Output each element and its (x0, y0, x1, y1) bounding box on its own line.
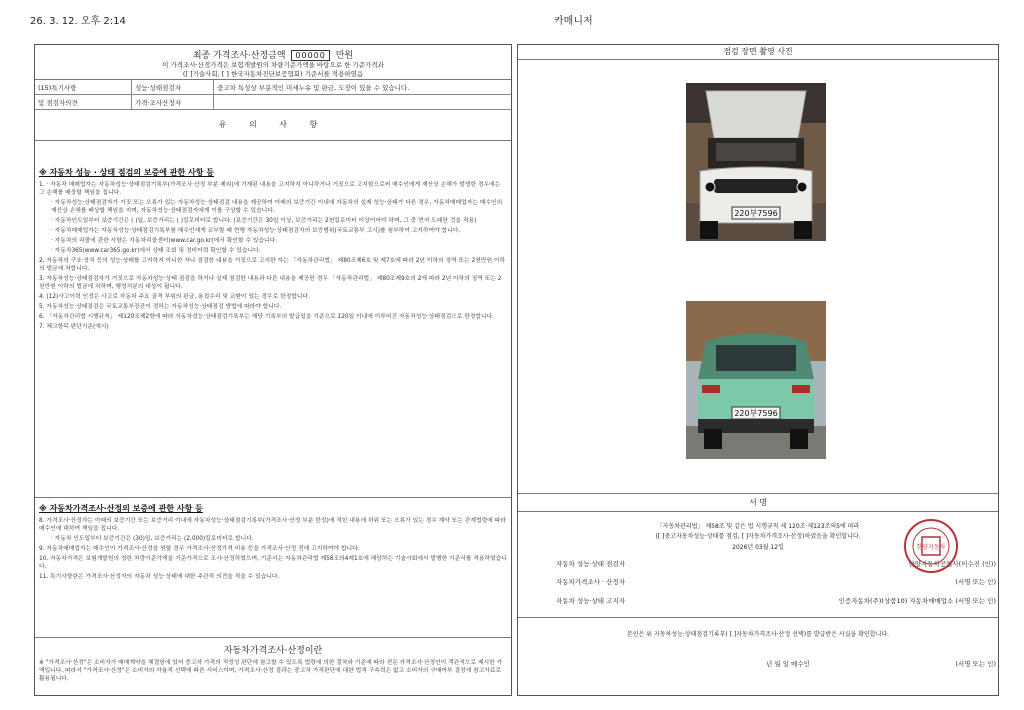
print-date: 26. 3. 12. 오후 2:14 (30, 16, 126, 27)
list-item: · 자동차 인도일부터 보증기간은 (30)일, 보증거리는 (2,000)킬로미터로 합니다. (51, 536, 254, 542)
table-cell (214, 95, 512, 110)
right-page (517, 44, 999, 696)
list-item: 2. 자동차의 구조·장치 등의 성능·상태를 고지하지 아니한 자나 점검한 내용을 거짓으로 고지한 자는 「자동차관리법」 제80조제6호 및 제7호에 따라 2년 이하의 징역 또는 2천만원 이하의 벌금에 처합니다. (39, 258, 506, 272)
company-seal-stamp (902, 517, 960, 575)
performance-warranty-section (39, 169, 507, 333)
buyer-date-label: 년 월 일 매수인 (766, 660, 810, 668)
signature-law-text: 「자동차관리법」 제58조 및 같은 법 시행규칙 제 120조·제123조의5에 따라 (656, 523, 860, 530)
signer-value: (서명 또는 인) (955, 578, 996, 586)
list-item: 1. · 자동차 매매업자는 자동차성능·상태점검기록부(가격조사·산정 부분 제외)에 기재된 내용을 고지하지 아니하거나 거짓으로 고지함으로써 매수인에게 재산상 손해가 발생한 경우에는 그 손해를 배상할 책임을 집니다. (39, 182, 501, 196)
list-item: · 자동차인도일부터 보증기간은 ( )일, 보증거리는 ( )킬로미터로 합니다. (보증기간은 30일 이상, 보증거리는 2천킬로미터 이상이어야 하며, 그 중 먼저 도래한 것을 적용) (51, 218, 477, 224)
list-item: 3. 자동차성능·상태점검자가 거짓으로 자동차성능·상태 점검을 하거나 실제 점검한 내용과 다른 내용을 제공한 경우 「자동차관리법」 제80조제9호의 2에 따라 2년 이하의 징역 또는 2천만원 이하의 벌금에 처하며, 행정처분의 대상이 됩니다. (39, 276, 502, 290)
header-note-1: 이 가격조사·산정가격은 보험개발원의 차량기준가액을 바탕으로 한 기준가격과 (162, 61, 384, 69)
front-inspection-photo (686, 83, 826, 241)
print-title: 카매니저 (554, 16, 593, 27)
amount-label: 최종 가격조사·산정금액 (192, 51, 286, 61)
list-item: 10. 자동차가격은 보험개발원의 정한 차량기준가액을 기준가격으로 조사·산정하였으며, 기준서는 자동차관리법 제58조의4제1호에 해당하는 기술사회에서 발행한 기준서를 적용하였습니다. (39, 556, 507, 570)
list-item: 7. 체크항목 판단기준(예시) (39, 324, 109, 330)
divider (35, 497, 511, 498)
signer-value: 인증자동차(주)(상품10) 자동차매매업소 (서명 또는 인) (838, 597, 996, 605)
divider (35, 637, 511, 638)
list-item: 6. 「자동차관리법 시행규칙」 제120조제2항에 따라 자동차성능·상태점검기록부는 해당 기록부의 발급일을 기준으로 120일 이내에 이루어진 자동차성능·상태점검으로 한정합니다. (39, 314, 495, 320)
amount-unit: 만원 (335, 51, 354, 61)
table-row (35, 80, 511, 95)
list-item: 11. 특기사항란은 가격조사·산정자의 자동차 성능·상태에 대한 주관적 의견을 적을 수 있습니다. (39, 574, 280, 580)
signature-date: 2026년 03월 12일 (732, 544, 784, 551)
divider (518, 511, 998, 512)
seal-text: 한양자동차 (916, 544, 946, 551)
table-row (35, 95, 511, 110)
signer-label: 자동차 성능·상태 고지자 (556, 597, 625, 605)
price-header (35, 45, 511, 80)
notice-title: 유 의 사 항 (35, 110, 511, 141)
section-heading: ※ 자동차가격조사·산정의 보증에 관한 사항 등 (39, 504, 203, 513)
list-item: · 자동차의 리콜에 관한 사항은 자동차리콜센터(www.car.go.kr)에서 확인할 수 있습니다. (51, 238, 278, 244)
divider (518, 493, 998, 494)
table-cell: 가격·조사산정자 (132, 95, 214, 110)
table-cell: 성능·상태점검자 (132, 80, 214, 95)
section-heading: ※ 자동차 성능 · 상태 점검의 보증에 관한 사항 등 (39, 168, 214, 177)
rear-plate-text: 220부7596 (734, 409, 778, 418)
front-plate-text: 220부7596 (734, 209, 778, 218)
price-definition-text: ※ "가격조사·산정"은 소비자가 매매계약을 체결함에 있어 중고차 가격의 적정성 판단에 참고할 수 있도록 법령에 의한 절차와 기준에 따라 전문 가격조사·산정인이 객관적으로 제시한 가액입니다. 따라서 "가격조사·산정"은 소비자의 자율적 선택에 따른 서비스이며, 가격조사·산정 결과는 중고차 가격판단에 대한 법적 구속력은 없고 소비자의 구매여부 결정에 참고자료로 활용됩니다. (39, 660, 503, 682)
table-cell: 및 점검자의견 (35, 95, 132, 110)
list-item: · 자동차성능·상태점검자가 거짓 또는 오류가 있는 자동차성능·상태점검 내용을 제공하여 아래의 보증기간 이내에 자동차의 실제 성능·상태가 다른 경우, 자동차매매업자는 매수인의 재산상 손해를 배상할 책임을 지며, 자동차성능·상태점검자에게 이를 구상할 수 있습니다. (51, 200, 503, 214)
signer-value: 한양자동차공업사(이수진 (인)) (908, 560, 996, 568)
signature-heading: 서 명 (749, 498, 767, 507)
header-note-2: ([ ]기술사회, [ ] 한국자동차진단보증협회) 기준서를 적용하였음 (182, 70, 364, 78)
list-item: 5. 자동차성능·상태점검은 국토교통부장관이 정하는 자동차성능·상태점검 방법에 따라야 합니다. (39, 304, 282, 310)
table-cell: (15)특기사항 (35, 80, 132, 95)
amount-value: 00000 (291, 50, 329, 61)
buyer-sign: (서명 또는 인) (955, 660, 996, 668)
list-item: 9. 자동차매매업자는 매수인이 가격조사·산정을 원할 경우 가격조사·산정가격 비용 등을 가격조사·산정 전에 고지하여야 합니다. (39, 546, 360, 552)
list-item: 4. (12)사고이력 인정은 사고로 자동차 주요 골격 부위의 판금, 용접수리 및 교환이 있는 경우로 한정합니다. (39, 294, 310, 300)
list-item: · 자동차365(www.car365.go.kr)에서 상태 조회 및 정비이력 확인할 수 있습니다. (51, 248, 261, 254)
divider (518, 617, 998, 618)
signer-label: 자동차 성능·상태 점검자 (556, 560, 625, 568)
signer-label: 자동차가격조사 · 산정자 (556, 578, 625, 586)
left-page (34, 44, 512, 696)
browser-print-header (0, 0, 1024, 34)
table-cell: 중고차 특성상 부분적인 미세누유 및 판금, 도장이 있을 수 있습니다. (214, 80, 512, 95)
signature-confirm-text: ([ ]중고자동차성능·상태를 점검, [ ]자동차가격조사·산정)하였음을 확인합니다. (655, 533, 861, 540)
list-item: 8. 가격조사·산정자는 아래의 보증기간 또는 보증거리 이내에 자동차성능·상태점검기록부(가격조사·산정 부분 한정)에 적힌 내용에 허위 또는 오류가 있는 경우 계약 또는 관계법령에 따라 매수인에 대하여 책임을 집니다. (39, 518, 506, 532)
car-front-image (686, 83, 826, 241)
rear-inspection-photo (686, 301, 826, 459)
price-warranty-section (39, 505, 507, 583)
photo-heading: 점검 장면 촬영 사진 (518, 45, 998, 60)
list-item: · 자동차매매업자는 자동차성능·상태점검기록부를 매수인에게 교부할 때 현행 자동차성능·상태점검자의 보증범위(국토교통부 고시)를 첨부하여 고지하여야 합니다. (51, 228, 461, 234)
car-rear-image (686, 301, 826, 459)
buyer-confirm-text: 본인은 위 자동차성능·상태점검기록부( [ ]자동차가격조사·산정 선택)를 발급받은 사실을 확인합니다. (626, 631, 890, 638)
special-notes-table (35, 80, 511, 110)
price-definition-title: 자동차가격조사·산정이란 (223, 646, 323, 656)
